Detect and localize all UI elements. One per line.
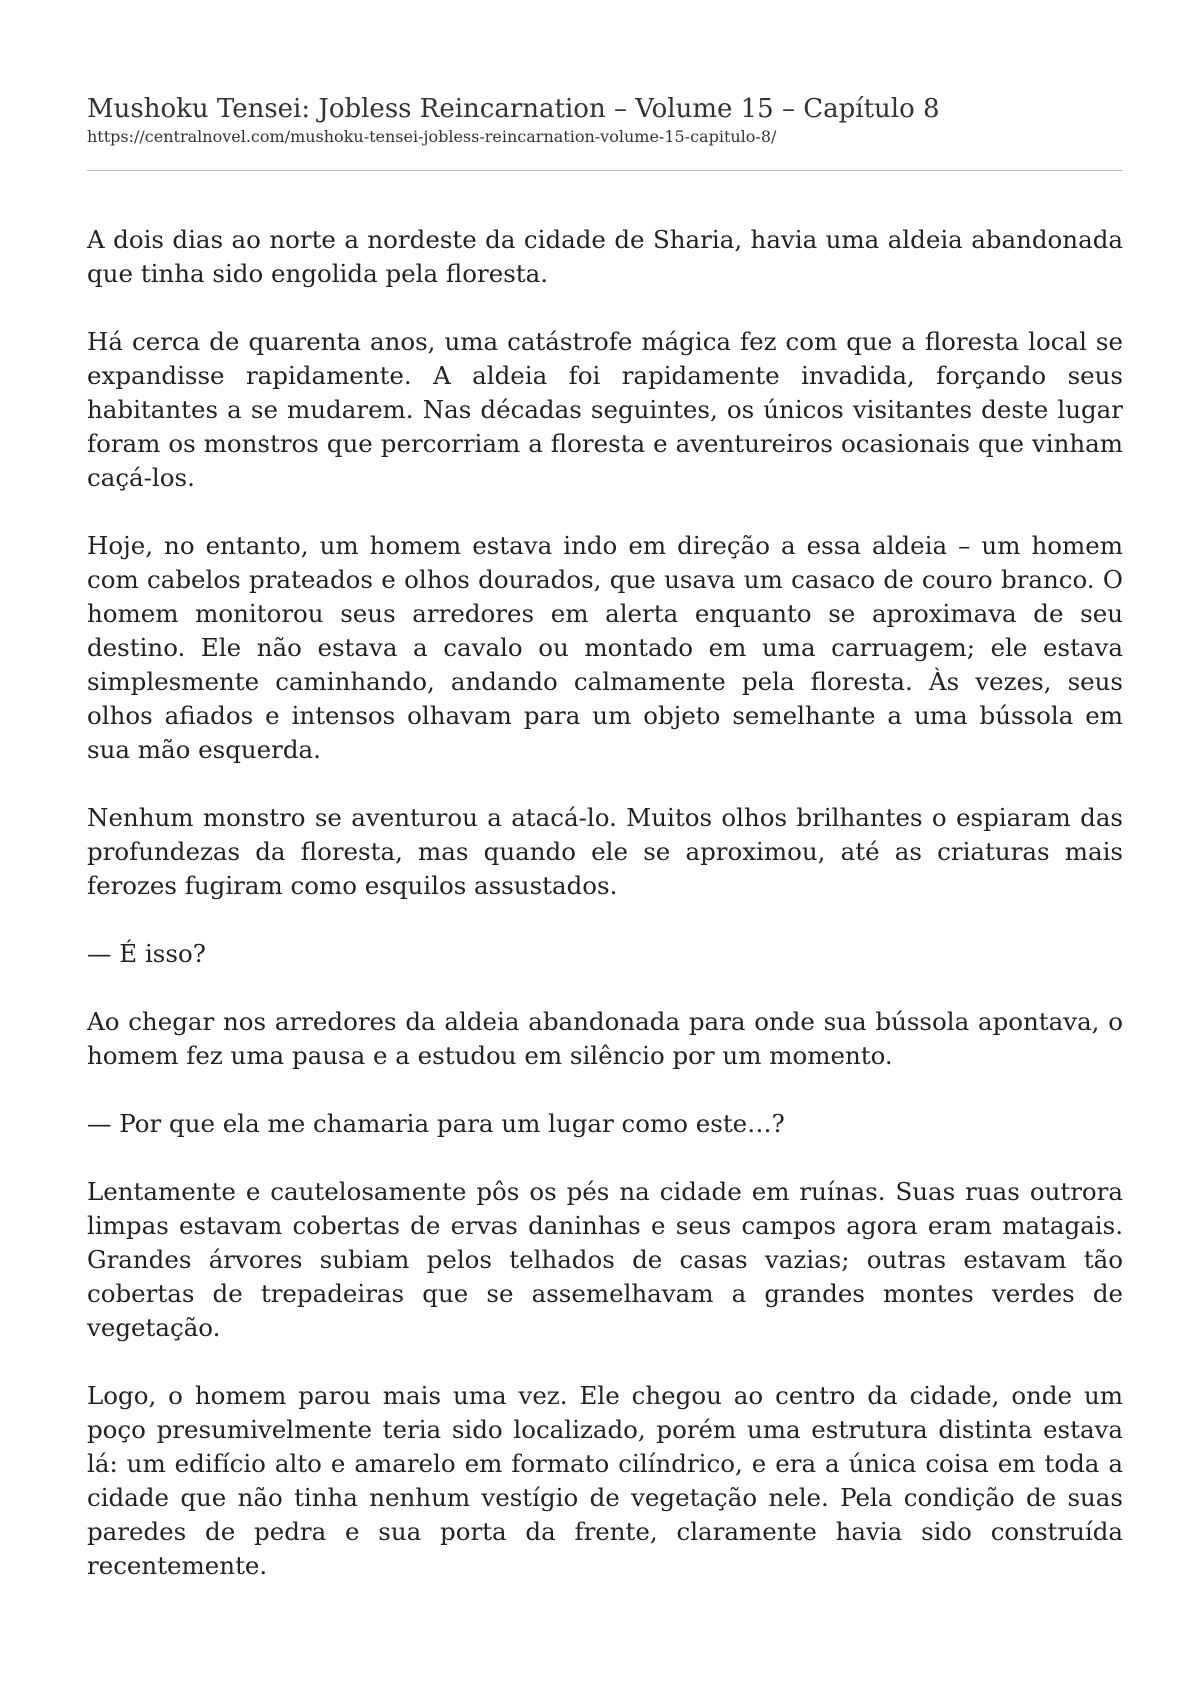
paragraph: A dois dias ao norte a nordeste da cidade de Sharia, havia uma aldeia abandonada que tinha sido engolida pela floresta. — [87, 225, 1123, 288]
paragraph: Hoje, no entanto, um homem estava indo em direção a essa aldeia – um homem com cabelos prateados e olhos dourados, que usava um casaco de couro branco. O homem monitorou seus arredores em alerta enquanto se aproximava de seu destino. Ele não estava a cavalo ou montado em uma carruagem; ele estava simplesmente caminhando, andando calmamente pela floresta. Às vezes, seus olhos afiados e intensos olhavam para um objeto semelhante a uma bússola em sua mão esquerda. — [87, 531, 1123, 764]
paragraph: Há cerca de quarenta anos, uma catástrofe mágica fez com que a floresta local se expandisse rapidamente. A aldeia foi rapidamente invadida, forçando seus habitantes a se mudarem. Nas décadas seguintes, os únicos visitantes deste lugar foram os monstros que percorriam a floresta e aventureiros ocasionais que vinham caçá-los. — [87, 327, 1123, 492]
header-divider — [87, 170, 1123, 171]
paragraph: Logo, o homem parou mais uma vez. Ele chegou ao centro da cidade, onde um poço presumivelmente teria sido localizado, porém uma estrutura distinta estava lá: um edifício alto e amarelo em formato cilíndrico, e era a única coisa em toda a cidade que não tinha nenhum vestígio de vegetação nele. Pela condição de suas paredes de pedra e sua porta da frente, claramente havia sido construída recentemente. — [87, 1381, 1123, 1580]
paragraph: Ao chegar nos arredores da aldeia abandonada para onde sua bússola apontava, o homem fez uma pausa e a estudou em silêncio por um momento. — [87, 1007, 1123, 1070]
dialogue-line: — É isso? — [87, 939, 206, 968]
source-url-link[interactable]: https://centralnovel.com/mushoku-tensei-jobless-reincarnation-volume-15-capitulo-8/ — [87, 127, 777, 146]
dialogue-line: — Por que ela me chamaria para um lugar como este…? — [87, 1109, 785, 1138]
chapter-body — [87, 223, 1123, 1583]
paragraph: Nenhum monstro se aventurou a atacá-lo. Muitos olhos brilhantes o espiaram das profundezas da floresta, mas quando ele se aproximou, até as criaturas mais ferozes fugiram como esquilos assustados. — [87, 803, 1123, 900]
chapter-title: Mushoku Tensei: Jobless Reincarnation – Volume 15 – Capítulo 8 — [87, 94, 940, 124]
document-page — [87, 92, 1123, 1617]
paragraph: Lentamente e cautelosamente pôs os pés na cidade em ruínas. Suas ruas outrora limpas estavam cobertas de ervas daninhas e seus campos agora eram matagais. Grandes árvores subiam pelos telhados de casas vazias; outras estavam tão cobertas de trepadeiras que se assemelhavam a grandes montes verdes de vegetação. — [87, 1177, 1123, 1342]
